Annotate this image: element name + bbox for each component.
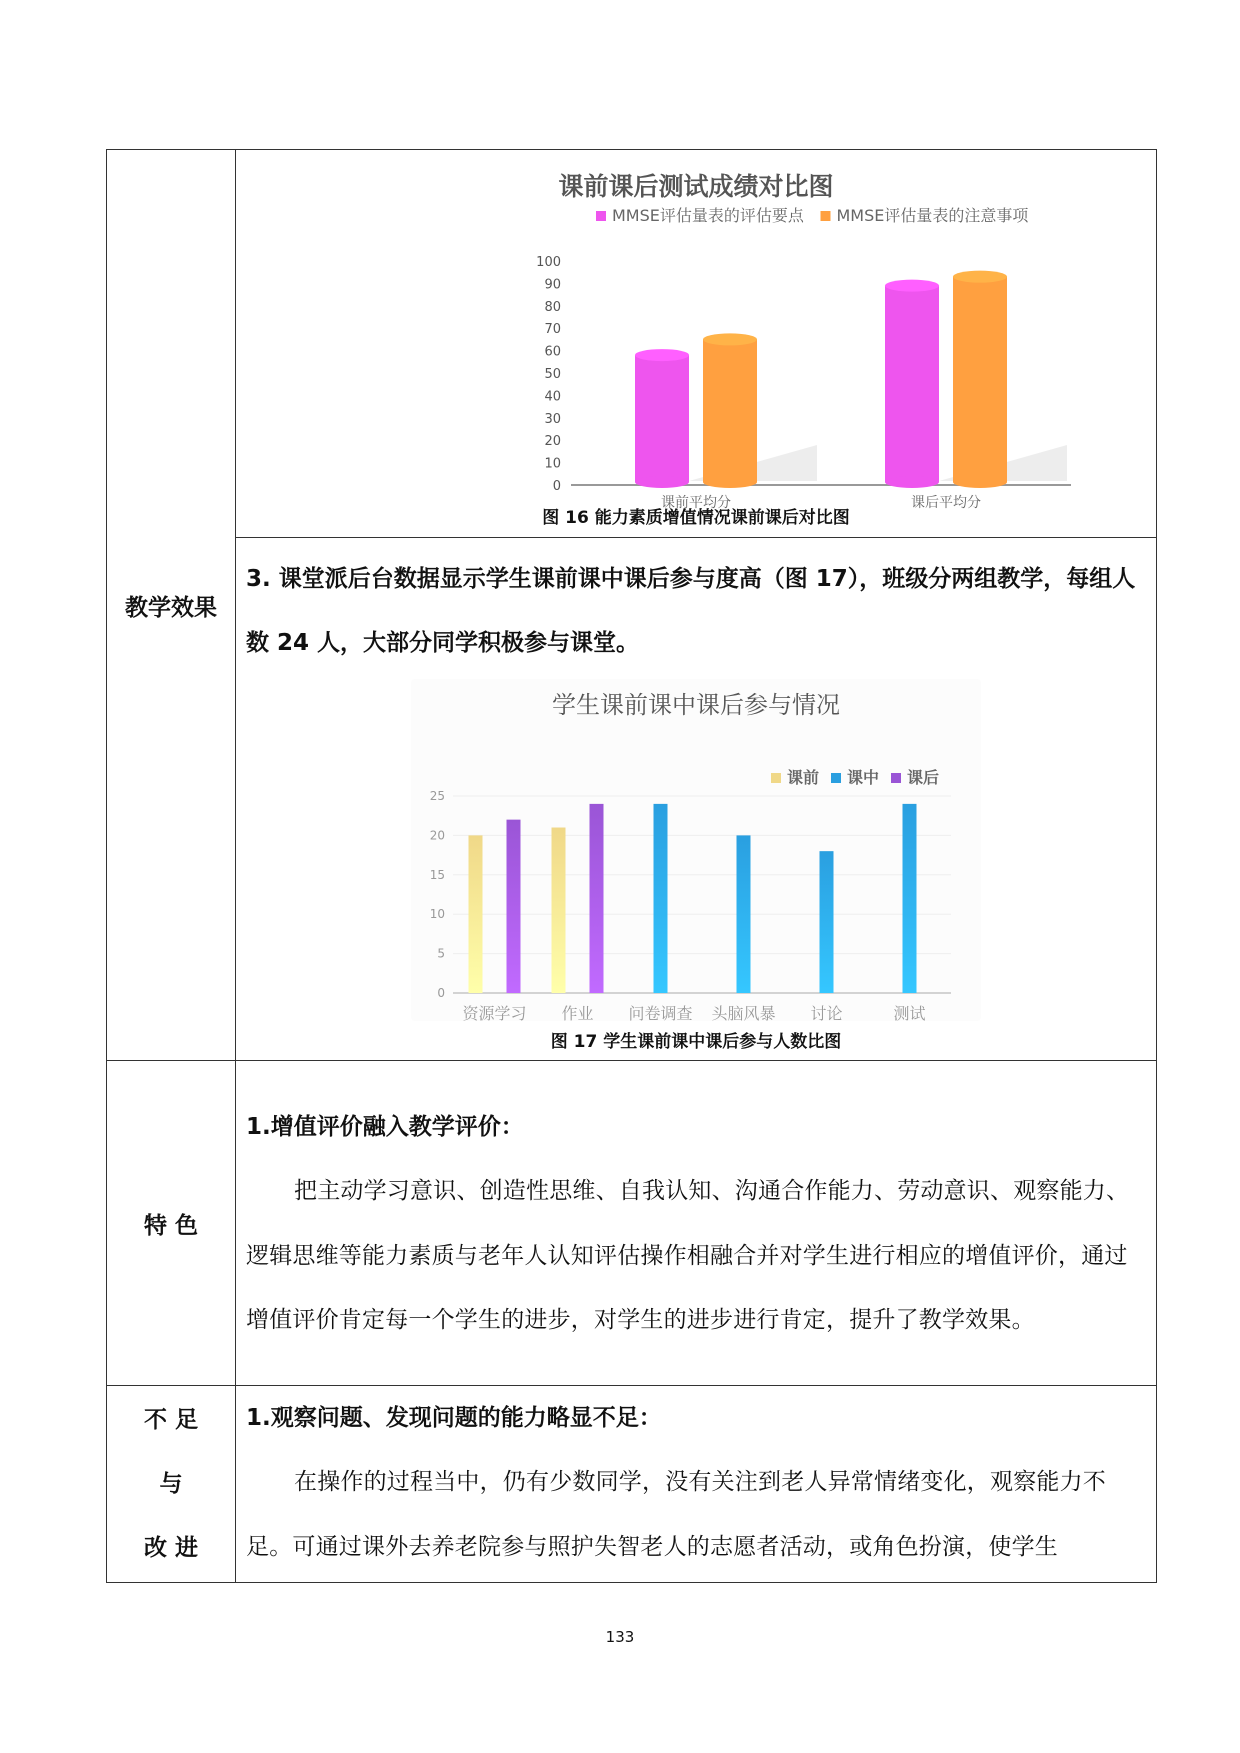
bar [469,835,483,993]
bar-top [953,271,1007,283]
legend-swatch-0 [771,773,781,783]
y-tick-label: 10 [429,906,445,921]
x-tick-label: 课前平均分 [661,495,731,511]
label-shortcomings [107,1386,236,1583]
y-tick-label: 0 [552,479,561,494]
legend-label-0: MMSE评估量表的评估要点 [612,206,804,225]
bar [552,827,566,992]
y-tick-label: 100 [536,255,561,270]
bar [507,819,521,992]
bar [885,286,939,482]
bar-base [885,476,939,488]
page-number: 133 [605,1628,635,1646]
y-tick-label: 40 [544,389,561,405]
bar [703,339,757,482]
x-tick-label: 资源学习 [462,1003,527,1023]
bar-top [635,349,689,361]
evaluation-table [106,149,1157,1583]
legend-label-2: 课后 [907,767,940,787]
y-tick-label: 70 [544,322,561,338]
chart1-cell [236,150,1157,538]
y-tick-label: 20 [544,434,561,450]
y-tick-label: 60 [544,344,561,360]
bar [737,835,751,993]
bar-top [703,333,757,345]
y-tick-label: 50 [544,367,561,382]
bar-top [885,280,939,292]
label-shortcomings-line3: 改 进 [143,1535,198,1561]
legend-swatch-2 [891,773,901,783]
x-tick-label: 作业 [561,1003,594,1023]
bar-base [703,476,757,488]
y-tick-label: 15 [429,867,445,882]
fig16-caption: 图 16 能力素质增值情况课前课后对比图 [542,508,850,528]
y-tick-label: 20 [429,827,445,842]
x-tick-label: 课后平均分 [911,495,981,511]
features-body: 把主动学习意识、创造性思维、自我认知、沟通合作能力、劳动意识、观察能力、逻辑思维等能力素质与老年人认知评估操作相融合并对学生进行相应的增值评价，通过增值评价肯定每一个学生的进步，对学生的进步进行肯定，提升了教学效果。 [246,1178,1130,1334]
chart1-svg [236,201,1156,511]
label-shortcomings-line1: 不 足 [143,1407,198,1433]
x-tick-label: 讨论 [810,1003,843,1023]
chart2-panel [411,679,981,1021]
effect-content-cell [236,538,1157,1061]
shortcomings-heading: 1.观察问题、发现问题的能力略显不足： [246,1405,662,1431]
legend-label-0: 课前 [787,767,820,787]
x-tick-label: 头脑风暴 [711,1003,776,1023]
features-heading: 1.增值评价融入教学评价： [246,1114,524,1141]
x-tick-label: 问卷调查 [628,1003,693,1023]
fig17-caption: 图 17 学生课前课中课后参与人数比图 [550,1031,842,1052]
features-cell [236,1061,1157,1386]
bar [820,851,834,993]
bar [590,803,604,992]
y-tick-label: 10 [544,456,561,472]
bar [903,803,917,992]
label-features: 特 色 [107,1061,236,1386]
legend-label-1: MMSE评估量表的注意事项 [836,206,1029,225]
bar [635,355,689,482]
bar [654,803,668,992]
chart2-title: 学生课前课中课后参与情况 [552,690,840,719]
chart2-svg [411,721,981,1021]
y-tick-label: 80 [544,299,561,315]
y-tick-label: 5 [437,946,445,961]
legend-swatch-0 [596,211,606,221]
bar-base [953,476,1007,488]
shortcomings-cell [236,1386,1157,1583]
y-tick-label: 30 [544,411,561,427]
label-shortcomings-line2: 与 [159,1471,183,1497]
y-tick-label: 25 [429,788,445,803]
y-tick-label: 90 [544,277,561,293]
label-teaching-effect: 教学效果 [107,150,236,1061]
x-tick-label: 测试 [893,1003,926,1023]
legend-label-1: 课中 [847,767,880,787]
legend-swatch-1 [821,211,831,221]
y-tick-label: 0 [437,985,445,1000]
bar-base [635,476,689,488]
legend-swatch-1 [831,773,841,783]
bar [953,277,1007,482]
chart1-title: 课前课后测试成绩对比图 [558,172,834,201]
effect-paragraph-3: 3. 课堂派后台数据显示学生课前课中课后参与度高（图 17），班级分两组教学，每组人数 24 人，大部分同学积极参与课堂。 [246,565,1136,656]
shortcomings-body: 在操作的过程当中，仍有少数同学，没有关注到老人异常情绪变化，观察能力不足。可通过课外去养老院参与照护失智老人的志愿者活动，或角色扮演，使学生 [246,1469,1106,1560]
